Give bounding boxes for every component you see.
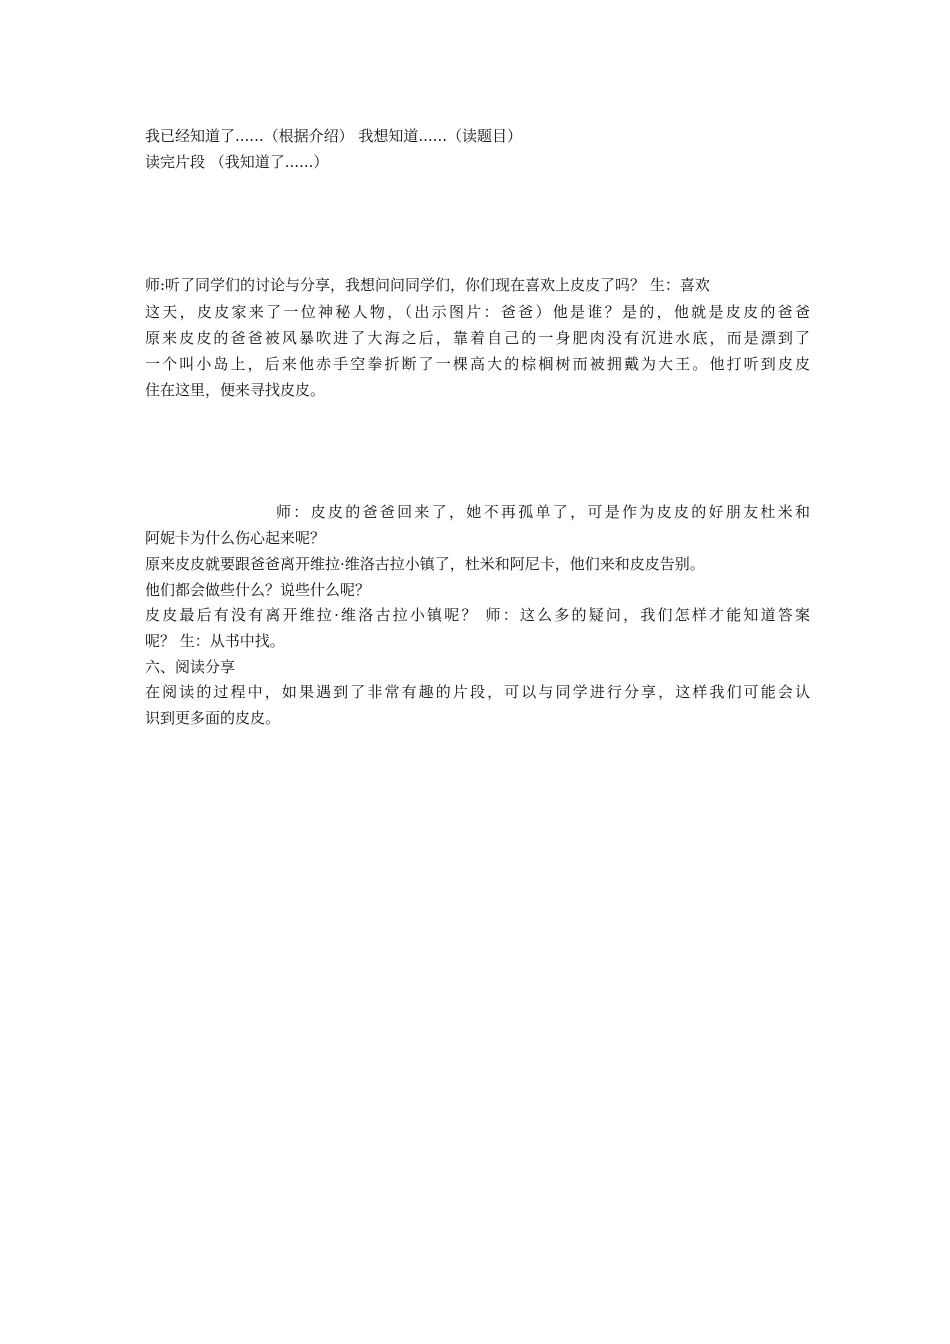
- story-paragraph-line-4: 住在这里，便来寻找皮皮。: [145, 381, 326, 399]
- story-paragraph-line-2: 原来皮皮的爸爸被风暴吹进了大海之后，靠着自己的一身肥肉没有沉进水底，而是漂到了: [145, 329, 810, 347]
- question-line: 他们都会做些什么？说些什么呢？: [145, 581, 371, 599]
- farewell-line: 原来皮皮就要跟爸爸离开维拉·维洛古拉小镇了，杜米和阿尼卡，他们来和皮皮告别。: [145, 555, 705, 573]
- reading-share-paragraph-line-2: 识到更多面的皮皮。: [145, 709, 281, 727]
- reading-share-paragraph-line-1: 在阅读的过程中，如果遇到了非常有趣的片段，可以与同学进行分享，这样我们可能会认: [145, 683, 810, 701]
- teacher-question-line: 师:听了同学们的讨论与分享，我想问问同学们，你们现在喜欢上皮皮了吗？ 生：喜欢: [145, 276, 710, 294]
- book-question-line: 皮皮最后有没有离开维拉·维洛古拉小镇呢？ 师：这么多的疑问，我们怎样才能知道答案: [145, 606, 810, 624]
- after-reading-line: 读完片段 （我知道了......）: [145, 153, 329, 171]
- story-paragraph-line-1: 这天，皮皮家来了一位神秘人物，（出示图片：爸爸）他是谁？是的，他就是皮皮的爸爸: [145, 303, 810, 321]
- student-answer-line: 呢？ 生：从书中找。: [145, 632, 285, 650]
- story-paragraph-line-3: 一个叫小岛上，后来他赤手空拳折断了一棵高大的棕榈树而被拥戴为大王。他打听到皮皮: [145, 355, 810, 373]
- teacher-dialogue-line: 师：皮皮的爸爸回来了，她不再孤单了，可是作为皮皮的好朋友杜米和: [276, 503, 810, 521]
- known-wonder-line: 我已经知道了......（根据介绍） 我想知道......（读题目）: [145, 127, 522, 145]
- section-heading-reading-share: 六、阅读分享: [145, 658, 236, 676]
- teacher-dialogue-continuation: 阿妮卡为什么伤心起来呢？: [145, 529, 326, 547]
